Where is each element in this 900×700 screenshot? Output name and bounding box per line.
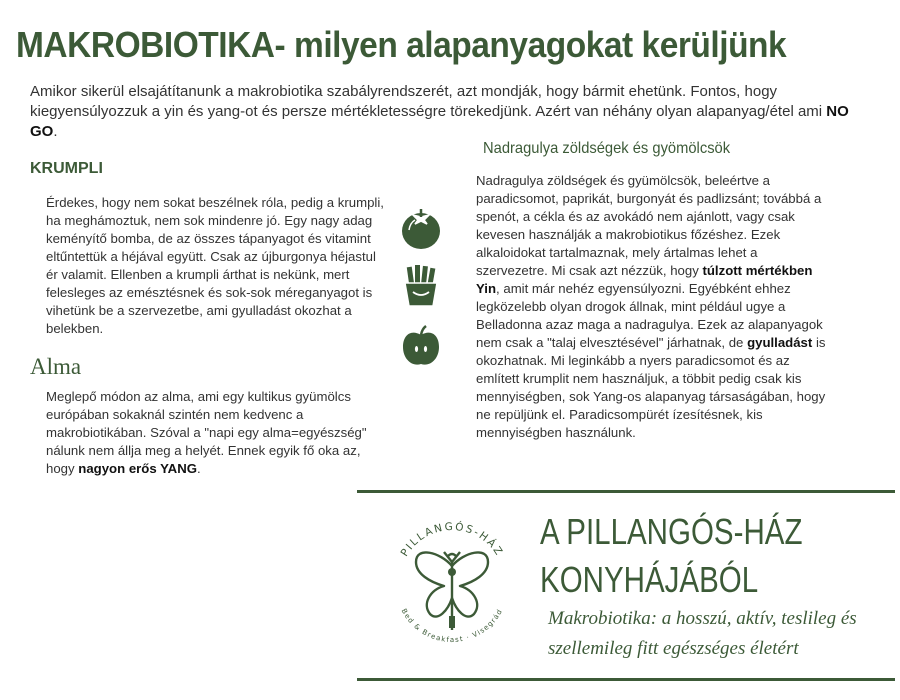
pillangos-haz-logo xyxy=(382,512,522,652)
nadragulya-paragraph: Nadragulya zöldségek és gyümölcsök, beleértve a paradicsomot, paprikát, burgonyát és padlizsánt; továbbá a spenót, a cékla és az avokádó nem ajánlott, vagy csak kevesen használják a makrobiotikus főzéshez. Ezek alkaloidokat tartalmaznak, mely ártalmas lehet a szervezetre. Mi csak azt nézzük, hogy túlzott mértékben Yin, amit már nehéz egyensúlyozni. Egyébként ehhez legközelebb olyan drogok állnak, mint például ugye a Belladonna azaz maga a nadragulya. Ezek az alapanyagok nem csak a "talaj elvesztésével" járhatnak, de gyulladást is okozhatnak. Mi leginkább a nyers paradicsomot és az említett krumplit nem használjuk, a többit pedig csak kis mennyiségben, sok Yang-os alapanyag társaságában, hogy ne repüljünk el. Paradicsompürét ízesítésnek, kis mennyiségben használunk. xyxy=(476,173,826,440)
fries-icon xyxy=(403,265,439,307)
nadragulya-heading: Nadragulya zöldségek és gyömölcsök xyxy=(483,140,731,157)
alma-heading: Alma xyxy=(30,354,82,379)
alma-paragraph: Meglepő módon az alma, ami egy kultikus gyümölcs európában sokaknál szintén nem kedvenc a makrobiotikában. Szóval a "napi egy alma=egyészség" nálunk nem állja meg a helyét. Ennek egyik fő oka az, hogy nagyon erős YANG. xyxy=(46,389,367,476)
krumpli-paragraph: Érdekes, hogy nem sokat beszélnek róla, pedig a krumpli, ha meghámoztuk, nem sok mindenre jó. Egy nagy adag keményítő bomba, de az összes tápanyagot és vitamint eltűntettük a héjával együtt. Csak az újburgonya héjastul ér valamit. Ellenben a krumpli árthat is nekünk, mert felesleges az emésztésnek és sok-sok méreganyagot is vihetünk be a szervezetbe, ami gyulladást okozhat a belekben. xyxy=(46,195,384,336)
brand-title xyxy=(540,508,802,604)
divider-bottom xyxy=(357,678,895,681)
krumpli-heading: KRUMPLI xyxy=(30,160,103,177)
tomato-icon xyxy=(400,206,442,250)
intro-paragraph: Amikor sikerül elsajátítanunk a makrobiotika szabályrendszerét, azt mondják, hogy bármit ehetünk. Fontos, hogy kiegyensúlyozzuk a yin és yang-ot és persze mértékletességre törekedjünk. Azért van néhány olyan alapanyag/étel ami NO GO. xyxy=(30,83,849,140)
divider-top xyxy=(357,490,895,493)
page-title: MAKROBIOTIKA- milyen alapanyagokat kerüljünk xyxy=(16,24,787,65)
brand-line2: KONYHÁJÁBÓL xyxy=(540,559,759,600)
brand-line1: A PILLANGÓS-HÁZ xyxy=(540,511,803,552)
svg-text:PILLANGÓS-HÁZ: PILLANGÓS-HÁZ xyxy=(398,520,506,559)
svg-text:Bed & Breakfast · Visegrád: Bed & Breakfast · Visegrád xyxy=(399,607,505,645)
brand-tagline: Makrobiotika: a hosszú, aktív, teslileg és szellemileg fitt egészséges életért xyxy=(548,608,857,659)
apple-icon xyxy=(401,325,441,367)
